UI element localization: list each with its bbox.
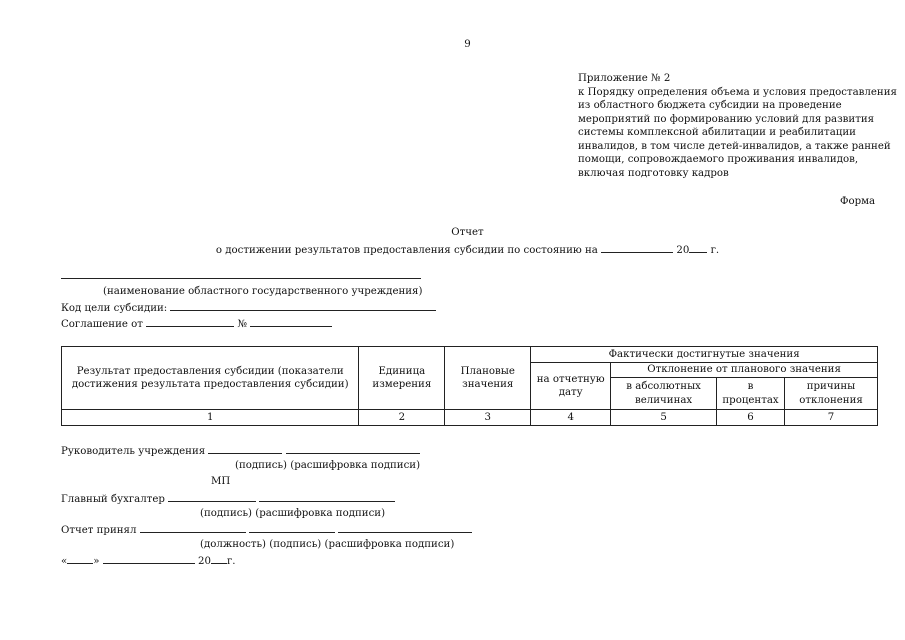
report-subtitle — [0, 242, 905, 258]
results-table — [61, 346, 878, 426]
accountant-signature-field[interactable] — [168, 491, 256, 502]
accepted-label: Отчет принял — [61, 525, 137, 536]
appendix-line: из областного бюджета субсидии на проведение — [578, 100, 842, 111]
agreement-date-field[interactable] — [146, 316, 234, 327]
date-month-field[interactable] — [103, 553, 195, 564]
accepted-caption: (должность) (подпись) (расшифровка подписи) — [200, 539, 455, 550]
column-number: 5 — [611, 410, 717, 426]
header-on-date: на отчетную дату — [531, 363, 611, 410]
page-number: 9 — [464, 39, 471, 50]
column-number: 6 — [717, 410, 785, 426]
appendix-line: к Порядку определения объема и условия предоставления — [578, 86, 897, 98]
column-number: 2 — [359, 410, 445, 426]
date-close-quote: » — [93, 556, 100, 567]
header-unit: Единица измерения — [359, 347, 445, 410]
head-label: Руководитель учреждения — [61, 446, 206, 457]
goal-code-row — [61, 300, 436, 316]
accountant-signature-row — [61, 491, 395, 507]
appendix-line: включая подготовку кадров — [578, 167, 729, 179]
agreement-row — [61, 316, 332, 332]
report-subtitle-text: о достижении результатов предоставления субсидии по состоянию на — [215, 245, 598, 256]
accountant-name-field[interactable] — [259, 491, 395, 502]
accepted-row — [61, 522, 472, 538]
institution-name-line[interactable] — [61, 278, 421, 279]
column-number: 4 — [531, 410, 611, 426]
header-deviation-group: Отклонение от планового значения — [611, 363, 878, 378]
header-actual-group: Фактически достигнутые значения — [531, 347, 878, 363]
accepted-signature-field[interactable] — [249, 522, 335, 533]
date-blank[interactable] — [601, 242, 673, 253]
agreement-label: Соглашение от — [61, 319, 143, 330]
number-sign: № — [237, 319, 248, 330]
report-year-suffix: г. — [710, 245, 720, 256]
column-number: 7 — [785, 410, 878, 426]
header-percent: в процентах — [717, 378, 785, 410]
agreement-number-field[interactable] — [250, 316, 332, 327]
appendix-line: системы комплексной абилитации и реабилитации — [578, 127, 856, 138]
stamp-label: МП — [211, 476, 231, 487]
appendix-line: мероприятий по формированию условий для развития — [578, 113, 875, 125]
appendix-line: инвалидов, в том числе детей-инвалидов, а также ранней — [578, 140, 891, 152]
column-number: 3 — [445, 410, 531, 426]
head-name-field[interactable] — [286, 443, 420, 454]
header-plan: Плановые значения — [445, 347, 531, 410]
date-year-field[interactable] — [211, 553, 227, 564]
goal-code-field[interactable] — [170, 300, 436, 311]
date-day-field[interactable] — [67, 553, 93, 564]
report-year-prefix: 20 — [676, 245, 690, 256]
header-absolute: в абсолютных величинах — [611, 378, 717, 410]
accountant-caption: (подпись) (расшифровка подписи) — [200, 508, 386, 519]
year-blank[interactable] — [689, 242, 707, 253]
date-year-suffix: г. — [226, 556, 236, 567]
accountant-label: Главный бухгалтер — [61, 494, 165, 505]
head-signature-row — [61, 443, 420, 459]
appendix-line: Приложение № 2 — [578, 73, 671, 84]
form-label: Форма — [840, 196, 876, 207]
column-number: 1 — [62, 410, 359, 426]
accepted-name-field[interactable] — [338, 522, 472, 533]
header-reasons: причины отклонения — [785, 378, 878, 410]
goal-code-label: Код цели субсидии: — [61, 303, 168, 314]
date-row — [61, 553, 236, 569]
header-result: Результат предоставления субсидии (показатели достижения результата предоставления субсидии) — [62, 347, 359, 410]
head-caption: (подпись) (расшифровка подписи) — [235, 460, 421, 471]
appendix-line: помощи, сопровождаемого проживания инвалидов, — [578, 154, 859, 165]
head-signature-field[interactable] — [208, 443, 282, 454]
institution-caption: (наименование областного государственного учреждения) — [103, 286, 423, 297]
report-title: Отчет — [451, 227, 484, 238]
accepted-position-field[interactable] — [140, 522, 246, 533]
date-open-quote: « — [61, 556, 68, 567]
date-year-prefix: 20 — [197, 556, 211, 567]
appendix-block — [578, 72, 897, 180]
